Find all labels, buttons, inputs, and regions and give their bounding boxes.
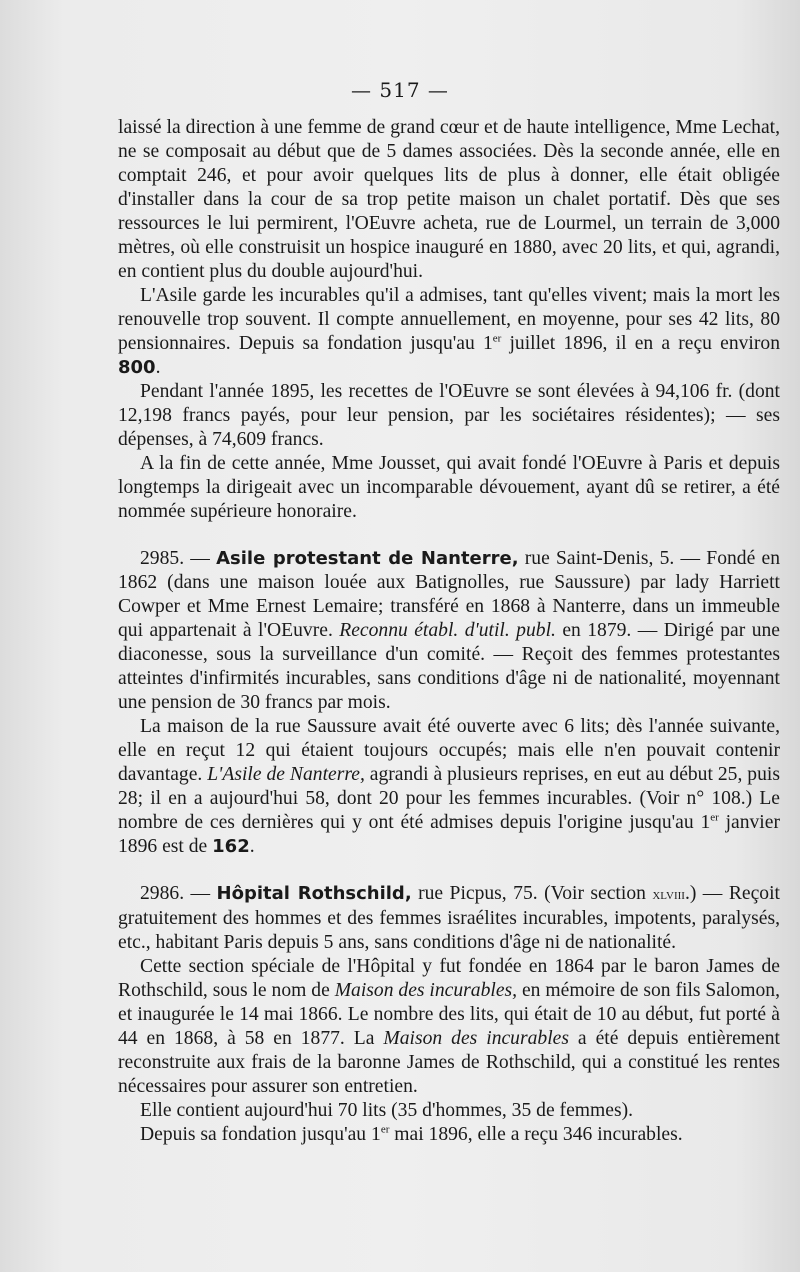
entry-title: Asile protestant de Nanterre, [216, 548, 519, 569]
paragraph: Pendant l'année 1895, les recettes de l'OEuvre se sont élevées à 94,106 fr. (dont 12,198 francs payés, pour leur pension, par les sociétaires résidentes); — ses dépenses, à 74,609 francs. [118, 381, 780, 450]
section-asile-protestant [118, 547, 780, 859]
page-number: — 517 — [351, 78, 449, 102]
paragraph: Depuis sa fondation jusqu'au 1er mai 1896, elle a reçu 346 incurables. [140, 1123, 683, 1145]
page-body [118, 116, 780, 1147]
paragraph: laissé la direction à une femme de grand cœur et de haute intelligence, Mme Lechat, ne se composait au début que de 5 dames associées. Dès la seconde année, elle en comptait 246, et pour avoir quelques lits de plus à donner, elle était obligée d'installer dans la cour de sa trop petite maison un chalet portatif. Dès que ses ressources le lui permirent, l'OEuvre acheta, rue de Lourmel, un terrain de 3,000 mètres, où elle construisit un hospice inauguré en 1880, avec 20 lits, et qui, agrandi, en contient plus du double aujourd'hui. [118, 117, 780, 282]
paragraph: La maison de la rue Saussure avait été ouverte avec 6 lits; dès l'année suivante, elle en reçut 12 qui étaient toujours occupés; mais elle n'en pouvait contenir davantage. L'Asile de Nanterre, agrandi à plusieurs reprises, en eut au début 25, puis 28; il en a aujourd'hui 58, dont 20 pour les femmes incurables. (Voir n° 108.) Le nombre de ces dernières qui y ont été admises depuis l'origine jusqu'au 1er janvier 1896 est de 162. [118, 716, 780, 857]
paragraph: L'Asile garde les incurables qu'il a admises, tant qu'elles vivent; mais la mort les renouvelle trop souvent. Il compte annuellement, en moyenne, pour ses 42 lits, 80 pensionnaires. Depuis sa fondation jusqu'au 1er juillet 1896, il en a reçu environ 800. [118, 285, 780, 378]
section-orphan-asylum [118, 116, 780, 524]
highlighted-count: 162 [212, 836, 250, 857]
paragraph: A la fin de cette année, Mme Jousset, qui avait fondé l'OEuvre à Paris et depuis longtemps la dirigeait avec un incomparable dévouement, ayant dû se retirer, a été nommée supérieure honoraire. [118, 453, 780, 522]
entry-paragraph: 2985. — Asile protestant de Nanterre, rue Saint-Denis, 5. — Fondé en 1862 (dans une maison louée aux Batignolles, rue Saussure) par lady Harriett Cowper et Mme Ernest Lemaire; transféré en 1868 à Nanterre, dans un immeuble qui appartenait à l'OEuvre. Reconnu établ. d'util. publ. en 1879. — Dirigé par une diaconesse, sous la surveillance d'un comité. — Reçoit des femmes protestantes atteintes d'infirmités incurables, sans conditions d'âge ni de nationalité, moyennant une pension de 30 francs par mois. [118, 548, 780, 713]
section-hopital-rothschild [118, 882, 780, 1147]
paragraph: Elle contient aujourd'hui 70 lits (35 d'hommes, 35 de femmes). [140, 1100, 634, 1121]
entry-title: Hôpital Rothschild, [216, 883, 412, 904]
highlighted-count: 800 [118, 357, 156, 378]
paragraph: Cette section spéciale de l'Hôpital y fut fondée en 1864 par le baron James de Rothschild, sous le nom de Maison des incurables, en mémoire de son fils Salomon, et inaugurée le 14 mai 1866. Le nombre des lits, qui était de 10 au début, fut porté à 44 en 1868, à 58 en 1877. La Maison des incurables a été depuis entièrement reconstruite aux frais de la baronne James de Rothschild, qui a constitué les rentes nécessaires pour assurer son entretien. [118, 956, 780, 1097]
entry-paragraph: 2986. — Hôpital Rothschild, rue Picpus, 75. (Voir section xlviii.) — Reçoit gratuitement des hommes et des femmes israélites incurables, impotents, paralysés, etc., habitant Paris depuis 5 ans, sans conditions d'âge ni de nationalité. [118, 883, 780, 953]
